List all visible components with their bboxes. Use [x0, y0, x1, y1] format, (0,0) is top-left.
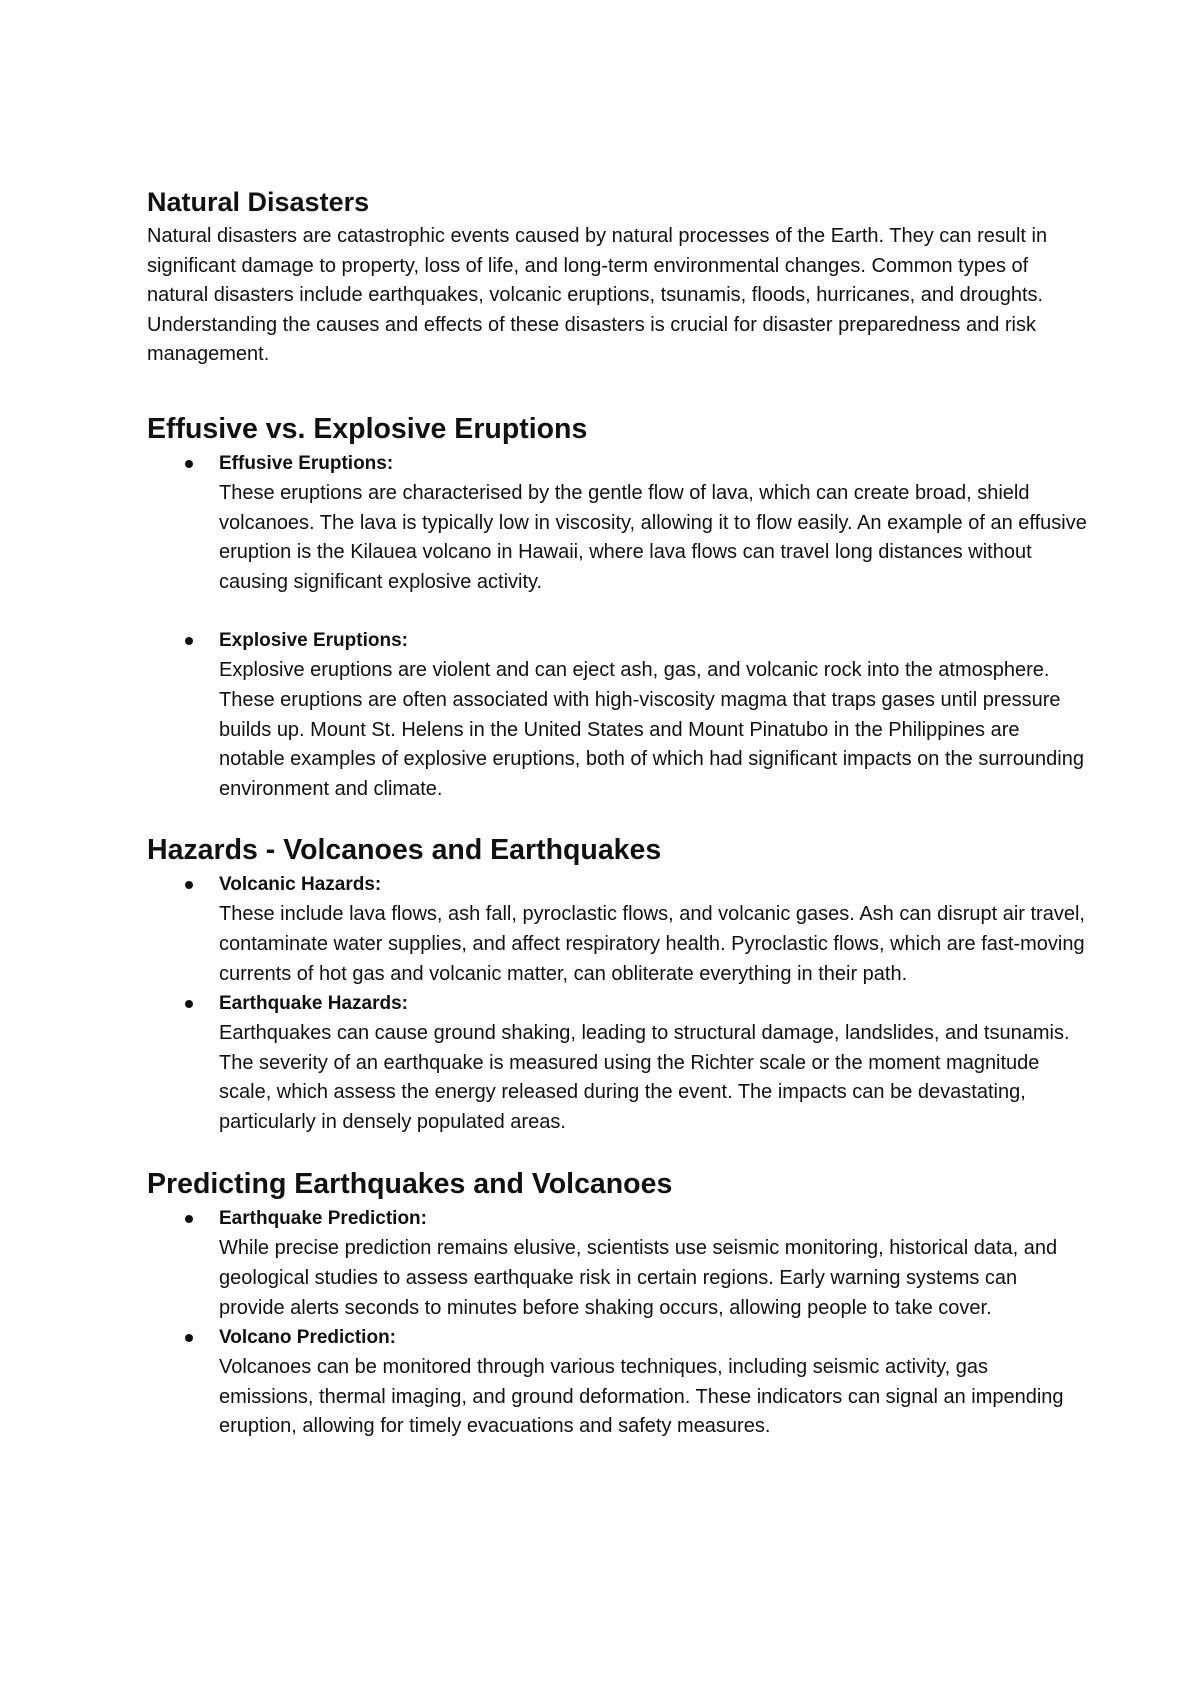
- item-title: Volcano Prediction:: [219, 1327, 397, 1349]
- list-item: [147, 989, 1087, 1137]
- bullet-icon: [185, 1000, 193, 1008]
- item-title: Earthquake Hazards:: [219, 993, 409, 1015]
- item-body: Volcanoes can be monitored through various techniques, including seismic activity, gas emissions, thermal imaging, and ground deformation. These indicators can signal an impending eruption, allowing for timely evacuations and safety measures.: [219, 1356, 1064, 1438]
- section-heading-predicting: Predicting Earthquakes and Volcanoes: [147, 1168, 673, 1201]
- list-item: [147, 449, 1087, 597]
- bullet-icon: [185, 460, 193, 468]
- section-heading-eruptions: Effusive vs. Explosive Eruptions: [147, 412, 588, 445]
- item-title: Volcanic Hazards:: [219, 874, 382, 896]
- bullet-icon: [185, 637, 193, 645]
- document-page: [147, 182, 1087, 1442]
- list-item: [147, 1323, 1087, 1442]
- bullet-icon: [185, 881, 193, 889]
- item-body: While precise prediction remains elusive, scientists use seismic monitoring, historical data, and geological studies to assess earthquake risk in certain regions. Early warning systems can provide alerts seconds to minutes before shaking occurs, allowing people to take cover.: [219, 1237, 1058, 1319]
- hazards-list: [147, 870, 1087, 1137]
- list-item: [147, 1204, 1087, 1323]
- section-heading-hazards: Hazards - Volcanoes and Earthquakes: [147, 834, 662, 867]
- item-title: Explosive Eruptions:: [219, 630, 408, 652]
- item-title: Effusive Eruptions:: [219, 452, 394, 474]
- eruptions-list: [147, 449, 1087, 804]
- bullet-icon: [185, 1334, 193, 1342]
- item-body: Earthquakes can cause ground shaking, leading to structural damage, landslides, and tsunamis. The severity of an earthquake is measured using the Richter scale or the moment magnitude scale, which assess the energy released during the event. The impacts can be devastating, particularly in densely populated areas.: [219, 1022, 1070, 1133]
- item-body: These include lava flows, ash fall, pyroclastic flows, and volcanic gases. Ash can disrupt air travel, contaminate water supplies, and affect respiratory health. Pyroclastic flows, which are fast-moving currents of hot gas and volcanic matter, can obliterate everything in their path.: [219, 903, 1085, 985]
- item-title: Earthquake Prediction:: [219, 1208, 427, 1230]
- bullet-icon: [185, 1215, 193, 1223]
- list-item: [147, 626, 1087, 804]
- item-body: These eruptions are characterised by the gentle flow of lava, which can create broad, shield volcanoes. The lava is typically low in viscosity, allowing it to flow easily. An example of an effusive eruption is the Kilauea volcano in Hawaii, where lava flows can travel long distances without causing significant explosive activity.: [219, 481, 1087, 593]
- list-item: [147, 870, 1087, 989]
- item-body: Explosive eruptions are violent and can eject ash, gas, and volcanic rock into the atmosphere. These eruptions are often associated with high-viscosity magma that traps gases until pressure builds up. Mount St. Helens in the United States and Mount Pinatubo in the Philippines are notable examples of explosive eruptions, both of which had significant impacts on the surrounding environment and climate.: [219, 659, 1084, 800]
- prediction-list: [147, 1204, 1087, 1442]
- document-title: Natural Disasters: [147, 187, 370, 217]
- intro-paragraph: Natural disasters are catastrophic events caused by natural processes of the Earth. They can result in significant damage to property, loss of life, and long-term environmental changes. Common types of natural disasters include earthquakes, volcanic eruptions, tsunamis, floods, hurricanes, and droughts. Understanding the causes and effects of these disasters is crucial for disaster preparedness and risk management.: [147, 225, 1048, 366]
